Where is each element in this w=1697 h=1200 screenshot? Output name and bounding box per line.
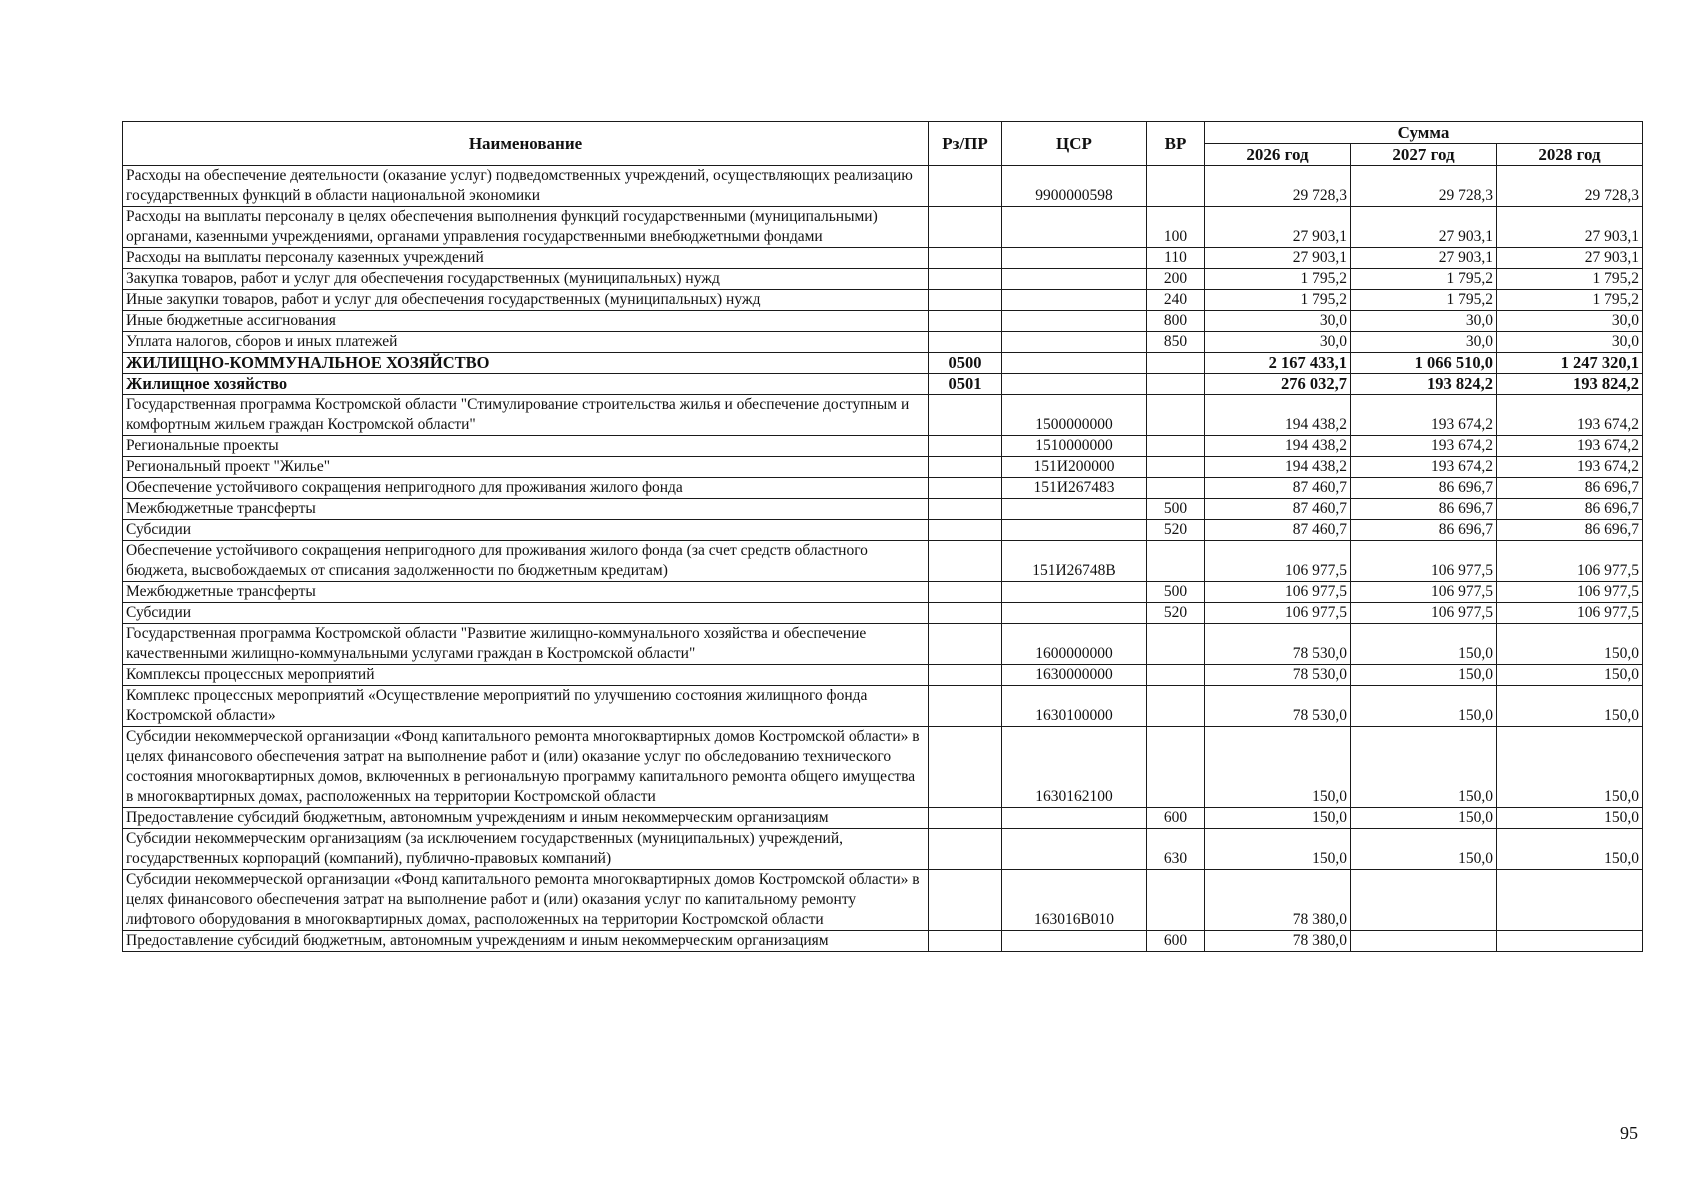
row-rzpr-cell [929, 457, 1002, 478]
table-row [123, 499, 1643, 520]
row-csr-cell: 1630000000 [1002, 665, 1147, 686]
row-2028-cell: 106 977,5 [1497, 541, 1643, 582]
row-vr-cell: 600 [1147, 931, 1205, 952]
row-2028-cell [1497, 870, 1643, 931]
row-vr-cell [1147, 727, 1205, 808]
row-csr-cell [1002, 582, 1147, 603]
row-2027-cell [1351, 931, 1497, 952]
row-rzpr-cell [929, 520, 1002, 541]
row-2028-cell: 1 247 320,1 [1497, 353, 1643, 374]
table-row [123, 582, 1643, 603]
table-row [123, 290, 1643, 311]
header-name: Наименование [123, 122, 929, 166]
row-2026-cell: 29 728,3 [1205, 166, 1351, 207]
row-2027-cell: 150,0 [1351, 727, 1497, 808]
row-2027-cell: 150,0 [1351, 808, 1497, 829]
row-name-cell: Субсидии некоммерческим организациям (за исключением государственных (муниципальных) учреждений, государственных корпораций (компаний), публично-правовых компаний) [123, 829, 929, 870]
header-year-2028: 2028 год [1497, 144, 1643, 166]
row-2026-cell: 150,0 [1205, 727, 1351, 808]
row-vr-cell: 520 [1147, 603, 1205, 624]
row-2027-cell: 150,0 [1351, 665, 1497, 686]
row-csr-cell [1002, 290, 1147, 311]
row-csr-cell [1002, 353, 1147, 374]
table-row [123, 870, 1643, 931]
row-name-cell: Комплексы процессных мероприятий [123, 665, 929, 686]
table-row [123, 395, 1643, 436]
row-csr-cell [1002, 520, 1147, 541]
row-csr-cell [1002, 829, 1147, 870]
row-2028-cell: 29 728,3 [1497, 166, 1643, 207]
header-rzpr: Рз/ПР [929, 122, 1002, 166]
table-row [123, 520, 1643, 541]
row-csr-cell [1002, 603, 1147, 624]
row-2028-cell: 106 977,5 [1497, 582, 1643, 603]
row-csr-cell [1002, 374, 1147, 395]
row-rzpr-cell [929, 436, 1002, 457]
row-2026-cell: 78 530,0 [1205, 624, 1351, 665]
row-2028-cell: 86 696,7 [1497, 520, 1643, 541]
table-row [123, 829, 1643, 870]
row-2028-cell: 150,0 [1497, 727, 1643, 808]
row-vr-cell [1147, 353, 1205, 374]
row-rzpr-cell [929, 686, 1002, 727]
budget-sheet [122, 121, 1642, 952]
table-row [123, 808, 1643, 829]
row-name-cell: Обеспечение устойчивого сокращения непригодного для проживания жилого фонда (за счет средств областного бюджета, высвобождаемых от списания задолженности по бюджетным кредитам) [123, 541, 929, 582]
row-vr-cell: 600 [1147, 808, 1205, 829]
row-2028-cell: 30,0 [1497, 332, 1643, 353]
row-rzpr-cell [929, 166, 1002, 207]
row-2026-cell: 87 460,7 [1205, 520, 1351, 541]
row-vr-cell: 100 [1147, 207, 1205, 248]
row-rzpr-cell [929, 665, 1002, 686]
row-vr-cell [1147, 665, 1205, 686]
row-2026-cell: 194 438,2 [1205, 436, 1351, 457]
row-csr-cell: 9900000598 [1002, 166, 1147, 207]
row-2028-cell: 30,0 [1497, 311, 1643, 332]
row-2026-cell: 30,0 [1205, 332, 1351, 353]
row-vr-cell [1147, 478, 1205, 499]
header-sum: Сумма [1205, 122, 1643, 144]
row-vr-cell: 500 [1147, 582, 1205, 603]
row-2028-cell: 150,0 [1497, 829, 1643, 870]
row-vr-cell: 800 [1147, 311, 1205, 332]
row-csr-cell [1002, 808, 1147, 829]
header-vr: ВР [1147, 122, 1205, 166]
row-name-cell: Субсидии некоммерческой организации «Фонд капитального ремонта многоквартирных домов Костромской области» в целях финансового обеспечения затрат на выполнение работ и (или) оказание услуг по обследованию технического состояния многоквартирных домов, включенных в региональную программу капитального ремонта общего имущества в многоквартирных домах, расположенных на территории Костромской области [123, 727, 929, 808]
row-rzpr-cell [929, 395, 1002, 436]
row-csr-cell: 151И26748В [1002, 541, 1147, 582]
row-rzpr-cell [929, 829, 1002, 870]
row-2026-cell: 276 032,7 [1205, 374, 1351, 395]
row-rzpr-cell [929, 541, 1002, 582]
row-name-cell: Комплекс процессных мероприятий «Осуществление мероприятий по улучшению состояния жилищного фонда Костромской области» [123, 686, 929, 727]
row-2026-cell: 78 380,0 [1205, 870, 1351, 931]
row-csr-cell [1002, 248, 1147, 269]
row-vr-cell [1147, 541, 1205, 582]
row-2027-cell: 27 903,1 [1351, 207, 1497, 248]
row-vr-cell [1147, 686, 1205, 727]
row-name-cell: Субсидии некоммерческой организации «Фонд капитального ремонта многоквартирных домов Костромской области» в целях финансового обеспечения затрат на выполнение работ и (или) оказания услуг по капитальному ремонту лифтового оборудования в многоквартирных домах, расположенных на территории Костромской области [123, 870, 929, 931]
table-row [123, 603, 1643, 624]
table-row [123, 686, 1643, 727]
row-name-cell: Государственная программа Костромской области "Развитие жилищно-коммунального хозяйства и обеспечение качественными жилищно-коммунальными услугами граждан в Костромской области" [123, 624, 929, 665]
row-2026-cell: 106 977,5 [1205, 541, 1351, 582]
table-row [123, 478, 1643, 499]
row-2026-cell: 150,0 [1205, 808, 1351, 829]
header-csr: ЦСР [1002, 122, 1147, 166]
row-rzpr-cell [929, 207, 1002, 248]
row-name-cell: Иные бюджетные ассигнования [123, 311, 929, 332]
table-row [123, 248, 1643, 269]
row-name-cell: Предоставление субсидий бюджетным, автономным учреждениям и иным некоммерческим организациям [123, 808, 929, 829]
table-row [123, 311, 1643, 332]
table-row [123, 353, 1643, 374]
row-rzpr-cell [929, 332, 1002, 353]
row-2028-cell: 193 674,2 [1497, 395, 1643, 436]
row-name-cell: Предоставление субсидий бюджетным, автономным учреждениям и иным некоммерческим организациям [123, 931, 929, 952]
header-row [123, 122, 1643, 144]
header-year-2026: 2026 год [1205, 144, 1351, 166]
row-name-cell: Обеспечение устойчивого сокращения непригодного для проживания жилого фонда [123, 478, 929, 499]
row-name-cell: Расходы на обеспечение деятельности (оказание услуг) подведомственных учреждений, осуществляющих реализацию государственных функций в области национальной экономики [123, 166, 929, 207]
row-vr-cell [1147, 624, 1205, 665]
row-2028-cell: 1 795,2 [1497, 290, 1643, 311]
row-2028-cell: 86 696,7 [1497, 478, 1643, 499]
row-2026-cell: 194 438,2 [1205, 395, 1351, 436]
row-name-cell: Региональные проекты [123, 436, 929, 457]
row-csr-cell [1002, 332, 1147, 353]
table-row [123, 166, 1643, 207]
row-name-cell: Иные закупки товаров, работ и услуг для обеспечения государственных (муниципальных) нужд [123, 290, 929, 311]
row-rzpr-cell [929, 603, 1002, 624]
row-2028-cell: 150,0 [1497, 665, 1643, 686]
row-2028-cell: 27 903,1 [1497, 248, 1643, 269]
row-2026-cell: 150,0 [1205, 829, 1351, 870]
table-row [123, 624, 1643, 665]
row-csr-cell: 1600000000 [1002, 624, 1147, 665]
row-2028-cell: 193 674,2 [1497, 436, 1643, 457]
row-vr-cell: 850 [1147, 332, 1205, 353]
row-csr-cell: 163016В010 [1002, 870, 1147, 931]
row-rzpr-cell [929, 931, 1002, 952]
row-name-cell: Расходы на выплаты персоналу в целях обеспечения выполнения функций государственными (муниципальными) органами, казенными учреждениями, органами управления государственными внебюджетными фондами [123, 207, 929, 248]
budget-table [122, 121, 1643, 952]
table-row [123, 541, 1643, 582]
row-2026-cell: 78 380,0 [1205, 931, 1351, 952]
row-2028-cell: 106 977,5 [1497, 603, 1643, 624]
table-row [123, 931, 1643, 952]
row-csr-cell: 151И200000 [1002, 457, 1147, 478]
row-2027-cell: 86 696,7 [1351, 499, 1497, 520]
row-rzpr-cell: 0500 [929, 353, 1002, 374]
row-2028-cell [1497, 931, 1643, 952]
row-2027-cell: 150,0 [1351, 686, 1497, 727]
row-csr-cell: 1630162100 [1002, 727, 1147, 808]
row-2028-cell: 150,0 [1497, 624, 1643, 665]
row-2026-cell: 1 795,2 [1205, 290, 1351, 311]
row-2027-cell: 1 795,2 [1351, 290, 1497, 311]
row-name-cell: ЖИЛИЩНО-КОММУНАЛЬНОЕ ХОЗЯЙСТВО [123, 353, 929, 374]
row-vr-cell: 630 [1147, 829, 1205, 870]
row-csr-cell: 151И267483 [1002, 478, 1147, 499]
row-2026-cell: 106 977,5 [1205, 582, 1351, 603]
row-csr-cell [1002, 207, 1147, 248]
row-vr-cell: 110 [1147, 248, 1205, 269]
row-name-cell: Уплата налогов, сборов и иных платежей [123, 332, 929, 353]
row-vr-cell: 520 [1147, 520, 1205, 541]
row-2027-cell: 30,0 [1351, 332, 1497, 353]
row-2026-cell: 106 977,5 [1205, 603, 1351, 624]
header-year-2027: 2027 год [1351, 144, 1497, 166]
row-2026-cell: 2 167 433,1 [1205, 353, 1351, 374]
table-row [123, 332, 1643, 353]
row-vr-cell: 200 [1147, 269, 1205, 290]
row-2027-cell: 106 977,5 [1351, 603, 1497, 624]
row-csr-cell: 1630100000 [1002, 686, 1147, 727]
row-2028-cell: 86 696,7 [1497, 499, 1643, 520]
row-2026-cell: 87 460,7 [1205, 499, 1351, 520]
row-name-cell: Субсидии [123, 520, 929, 541]
row-vr-cell [1147, 436, 1205, 457]
row-2027-cell: 1 795,2 [1351, 269, 1497, 290]
row-2027-cell: 193 674,2 [1351, 395, 1497, 436]
row-2027-cell: 193 674,2 [1351, 436, 1497, 457]
row-rzpr-cell [929, 870, 1002, 931]
row-2027-cell: 1 066 510,0 [1351, 353, 1497, 374]
row-2028-cell: 1 795,2 [1497, 269, 1643, 290]
row-2027-cell [1351, 870, 1497, 931]
row-vr-cell [1147, 395, 1205, 436]
row-vr-cell [1147, 374, 1205, 395]
row-vr-cell [1147, 870, 1205, 931]
table-row [123, 436, 1643, 457]
row-rzpr-cell [929, 269, 1002, 290]
row-2027-cell: 193 824,2 [1351, 374, 1497, 395]
row-vr-cell: 500 [1147, 499, 1205, 520]
row-rzpr-cell [929, 808, 1002, 829]
row-name-cell: Субсидии [123, 603, 929, 624]
row-name-cell: Государственная программа Костромской области "Стимулирование строительства жилья и обеспечение доступным и комфортным жильем граждан Костромской области" [123, 395, 929, 436]
row-rzpr-cell [929, 727, 1002, 808]
row-2026-cell: 30,0 [1205, 311, 1351, 332]
row-2028-cell: 27 903,1 [1497, 207, 1643, 248]
row-2027-cell: 193 674,2 [1351, 457, 1497, 478]
row-name-cell: Закупка товаров, работ и услуг для обеспечения государственных (муниципальных) нужд [123, 269, 929, 290]
row-rzpr-cell [929, 248, 1002, 269]
row-2028-cell: 150,0 [1497, 808, 1643, 829]
row-csr-cell: 1510000000 [1002, 436, 1147, 457]
row-2026-cell: 78 530,0 [1205, 686, 1351, 727]
row-rzpr-cell [929, 478, 1002, 499]
row-2027-cell: 106 977,5 [1351, 582, 1497, 603]
row-2026-cell: 78 530,0 [1205, 665, 1351, 686]
row-vr-cell [1147, 457, 1205, 478]
row-rzpr-cell [929, 582, 1002, 603]
row-csr-cell [1002, 931, 1147, 952]
row-2027-cell: 29 728,3 [1351, 166, 1497, 207]
row-name-cell: Межбюджетные трансферты [123, 499, 929, 520]
row-name-cell: Жилищное хозяйство [123, 374, 929, 395]
row-2026-cell: 27 903,1 [1205, 248, 1351, 269]
table-row [123, 727, 1643, 808]
row-name-cell: Межбюджетные трансферты [123, 582, 929, 603]
row-2027-cell: 86 696,7 [1351, 478, 1497, 499]
page-number: 95 [1620, 1123, 1638, 1143]
row-rzpr-cell [929, 624, 1002, 665]
row-rzpr-cell [929, 311, 1002, 332]
row-vr-cell: 240 [1147, 290, 1205, 311]
row-2028-cell: 193 824,2 [1497, 374, 1643, 395]
row-vr-cell [1147, 166, 1205, 207]
table-row [123, 665, 1643, 686]
row-2026-cell: 27 903,1 [1205, 207, 1351, 248]
row-csr-cell: 1500000000 [1002, 395, 1147, 436]
row-2027-cell: 27 903,1 [1351, 248, 1497, 269]
table-body [123, 166, 1643, 952]
row-name-cell: Региональный проект "Жилье" [123, 457, 929, 478]
row-2027-cell: 30,0 [1351, 311, 1497, 332]
table-row [123, 269, 1643, 290]
table-row [123, 207, 1643, 248]
row-2028-cell: 193 674,2 [1497, 457, 1643, 478]
table-row [123, 457, 1643, 478]
row-2026-cell: 87 460,7 [1205, 478, 1351, 499]
row-name-cell: Расходы на выплаты персоналу казенных учреждений [123, 248, 929, 269]
row-2028-cell: 150,0 [1497, 686, 1643, 727]
row-2027-cell: 86 696,7 [1351, 520, 1497, 541]
row-csr-cell [1002, 499, 1147, 520]
row-2027-cell: 106 977,5 [1351, 541, 1497, 582]
row-2026-cell: 194 438,2 [1205, 457, 1351, 478]
row-csr-cell [1002, 269, 1147, 290]
row-2026-cell: 1 795,2 [1205, 269, 1351, 290]
row-rzpr-cell: 0501 [929, 374, 1002, 395]
row-rzpr-cell [929, 290, 1002, 311]
row-2027-cell: 150,0 [1351, 829, 1497, 870]
row-rzpr-cell [929, 499, 1002, 520]
row-csr-cell [1002, 311, 1147, 332]
table-row [123, 374, 1643, 395]
row-2027-cell: 150,0 [1351, 624, 1497, 665]
